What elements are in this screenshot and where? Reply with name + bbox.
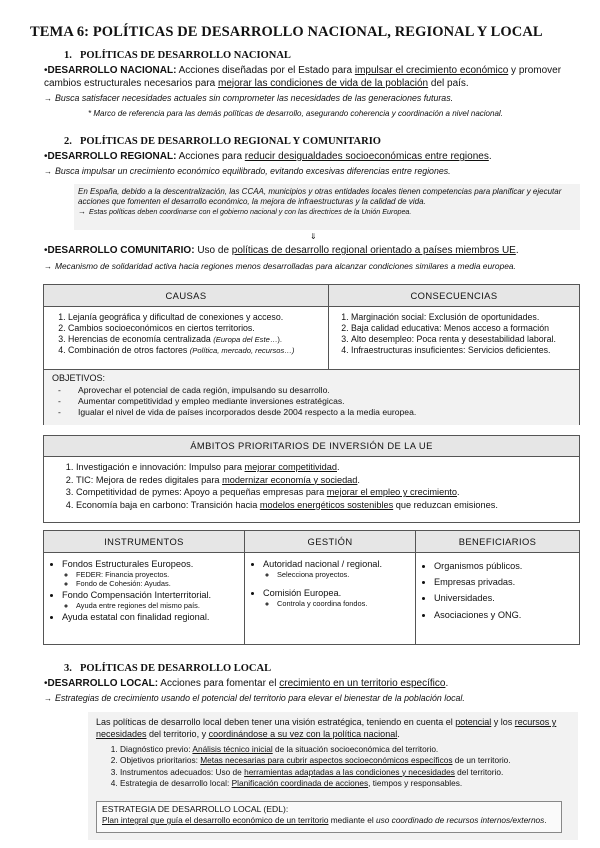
- desarrollo-local-steps: [96, 744, 600, 789]
- list-item: ◦ Fondo de Cohesión: Ayudas.: [76, 580, 244, 589]
- list-item: 3. Herencias de economía centralizada (Europa del Este…).: [68, 334, 328, 345]
- section-3-heading: 3. POLÍTICAS DE DESARROLLO LOCAL: [64, 663, 272, 674]
- list-item: 1. Marginación social: Exclusión de oportunidades.: [351, 312, 579, 323]
- instrumentos-list: [44, 559, 244, 623]
- list-item: • Empresas privadas.: [434, 575, 579, 590]
- ambitos-prioritarios-box: [43, 435, 580, 523]
- arrow-icon: →: [44, 694, 52, 703]
- desarrollo-nacional-definition: •DESARROLLO NACIONAL: Acciones diseñadas por el Estado para impulsar el crecimiento económico y promover cambios estructurales necesarios para mejorar las condiciones de vida de la población del país.: [44, 65, 562, 89]
- section-2-heading: 2. POLÍTICAS DE DESARROLLO REGIONAL Y COMUNITARIO: [64, 136, 381, 147]
- desarrollo-regional-definition: •DESARROLLO REGIONAL: Acciones para reducir desigualdades socioeconómicas entre regiones.: [44, 151, 492, 162]
- list-item: • Universidades.: [434, 591, 579, 606]
- gestion-header: GESTIÓN: [245, 531, 415, 553]
- arrow-icon: →: [44, 94, 52, 103]
- desarrollo-local-definition: •DESARROLLO LOCAL: Acciones para fomentar el crecimiento en un territorio específico.: [44, 678, 449, 689]
- instrumentos-column: [44, 531, 245, 644]
- consecuencias-list: [329, 312, 579, 356]
- list-item: • Autoridad nacional / regional. ◦ Selecciona proyectos.: [263, 559, 415, 580]
- list-item: 3. Instrumentos adecuados: Uso de herramientas adaptadas a las condiciones y necesidades del territorio.: [120, 767, 600, 778]
- desarrollo-nacional-note: * Marco de referencia para las demás políticas de desarrollo, asegurando coherencia y coordinación a nivel nacional.: [88, 109, 503, 118]
- list-item: ◦ FEDER: Financia proyectos.: [76, 571, 244, 580]
- spain-decentralization-box: En España, debido a la descentralización, las CCAA, municipios y otras entidades locales tienen competencias para planificar y ejecutar acciones que fomenten el desarrollo económico, la mejora de infraestructuras y la calidad de vida. → Estas políticas deben coordinarse con el gobierno nacional y con las directrices de la Unión Europea.: [74, 184, 580, 230]
- ambitos-list: [44, 461, 579, 511]
- list-item: ◦ Ayuda entre regiones del mismo país.: [76, 602, 244, 611]
- list-item: 2. Cambios socioeconómicos en ciertos territorios.: [68, 323, 328, 334]
- objetivos-box: [44, 369, 579, 425]
- list-item: • Comisión Europea. ◦ Controla y coordina fondos.: [263, 588, 415, 609]
- instrumentos-gestion-table: [43, 530, 580, 645]
- list-item: 4. Combinación de otros factores (Política, mercado, recursos…): [68, 345, 328, 356]
- edl-box: [96, 801, 562, 833]
- list-item: • Asociaciones y ONG.: [434, 608, 579, 623]
- list-item: 1. Investigación e innovación: Impulso para mejorar competitividad.: [76, 461, 579, 474]
- beneficiarios-column: [416, 531, 579, 644]
- desarrollo-local-sub: → Estrategias de crecimiento usando el potencial del territorio para elevar el bienestar de la población local.: [44, 693, 465, 703]
- gestion-column: [245, 531, 416, 644]
- list-item: 4. Economía baja en carbono: Transición hacia modelos energéticos sostenibles que reduzcan emisiones.: [76, 499, 579, 512]
- consecuencias-header: CONSECUENCIAS: [329, 285, 579, 307]
- beneficiarios-list: [416, 559, 579, 623]
- edl-label: ESTRATEGIA DE DESARROLLO LOCAL (EDL):: [102, 804, 289, 814]
- ambitos-header: ÁMBITOS PRIORITARIOS DE INVERSIÓN DE LA UE: [44, 436, 579, 457]
- instrumentos-header: INSTRUMENTOS: [44, 531, 244, 553]
- desarrollo-local-intro: Las políticas de desarrollo local deben tener una visión estratégica, teniendo en cuenta el potencial y los recursos y necesidades del territorio, y coordinándose a su vez con la política nacional.: [96, 717, 557, 740]
- list-item: 3. Alto desempleo: Poca renta y desestabilidad laboral.: [351, 334, 579, 345]
- list-item: - Igualar el nivel de vida de países incorporados desde 2004 respecto a la media europea.: [52, 407, 579, 418]
- desarrollo-comunitario-definition: •DESARROLLO COMUNITARIO: Uso de políticas de desarrollo regional orientado a países miembros UE.: [44, 245, 519, 256]
- causas-header: CAUSAS: [44, 285, 328, 307]
- edl-definition: Plan integral que guía el desarrollo económico de un territorio mediante el uso coordinado de recursos internos/externos.: [102, 815, 547, 825]
- arrow-icon: →: [44, 262, 52, 271]
- list-item: • Ayuda estatal con finalidad regional.: [62, 612, 244, 624]
- objetivos-label: OBJETIVOS:: [52, 373, 106, 383]
- arrow-icon: →: [78, 207, 86, 216]
- list-item: • Fondo Compensación Interterritorial. ◦ Ayuda entre regiones del mismo país.: [62, 590, 244, 611]
- list-item: 2. Baja calidad educativa: Menos acceso a formación: [351, 323, 579, 334]
- list-item: 3. Competitividad de pymes: Apoyo a pequeñas empresas para mejorar el empleo y crecimiento.: [76, 486, 579, 499]
- list-item: ◦ Selecciona proyectos.: [277, 571, 415, 580]
- section-1-heading: 1. POLÍTICAS DE DESARROLLO NACIONAL: [64, 50, 291, 61]
- list-item: 1. Lejanía geográfica y dificultad de conexiones y acceso.: [68, 312, 328, 323]
- list-item: • Fondos Estructurales Europeos. ◦ FEDER: Financia proyectos. ◦ Fondo de Cohesión: Ayudas.: [62, 559, 244, 589]
- desarrollo-nacional-sub: → Busca satisfacer necesidades actuales sin comprometer las necesidades de las generaciones futuras.: [44, 93, 454, 103]
- page-title: TEMA 6: POLÍTICAS DE DESARROLLO NACIONAL, REGIONAL Y LOCAL: [30, 24, 543, 40]
- list-item: - Aprovechar el potencial de cada región, impulsando su desarrollo.: [52, 385, 579, 396]
- causas-consecuencias-table: [43, 284, 580, 425]
- list-item: 4. Infraestructuras insuficientes: Servicios deficientes.: [351, 345, 579, 356]
- consecuencias-column: [329, 285, 579, 356]
- list-item: 4. Estrategia de desarrollo local: Planificación coordinada de acciones, tiempos y responsables.: [120, 778, 600, 789]
- list-item: - Aumentar competitividad y empleo mediante inversiones estratégicas.: [52, 396, 579, 407]
- list-item: 2. TIC: Mejora de redes digitales para modernizar economía y sociedad.: [76, 474, 579, 487]
- down-arrow-icon: ⇓: [310, 232, 317, 241]
- desarrollo-local-box: [88, 712, 578, 840]
- beneficiarios-header: BENEFICIARIOS: [416, 531, 579, 553]
- desarrollo-comunitario-sub: → Mecanismo de solidaridad activa hacia regiones menos desarrolladas para alcanzar condiciones similares a media europea.: [44, 261, 516, 271]
- gestion-list: [245, 559, 415, 609]
- arrow-icon: →: [44, 167, 52, 176]
- list-item: 2. Objetivos prioritarios: Metas necesarias para cubrir aspectos socioeconómicos específicos de un territorio.: [120, 755, 600, 766]
- desarrollo-regional-sub: → Busca impulsar un crecimiento económico equilibrado, evitando excesivas diferencias entre regiones.: [44, 166, 451, 176]
- list-item: ◦ Controla y coordina fondos.: [277, 600, 415, 609]
- causas-column: [44, 285, 329, 355]
- list-item: 1. Diagnóstico previo: Análisis técnico inicial de la situación socioeconómica del territorio.: [120, 744, 600, 755]
- objetivos-list: [44, 385, 579, 418]
- list-item: • Organismos públicos.: [434, 559, 579, 574]
